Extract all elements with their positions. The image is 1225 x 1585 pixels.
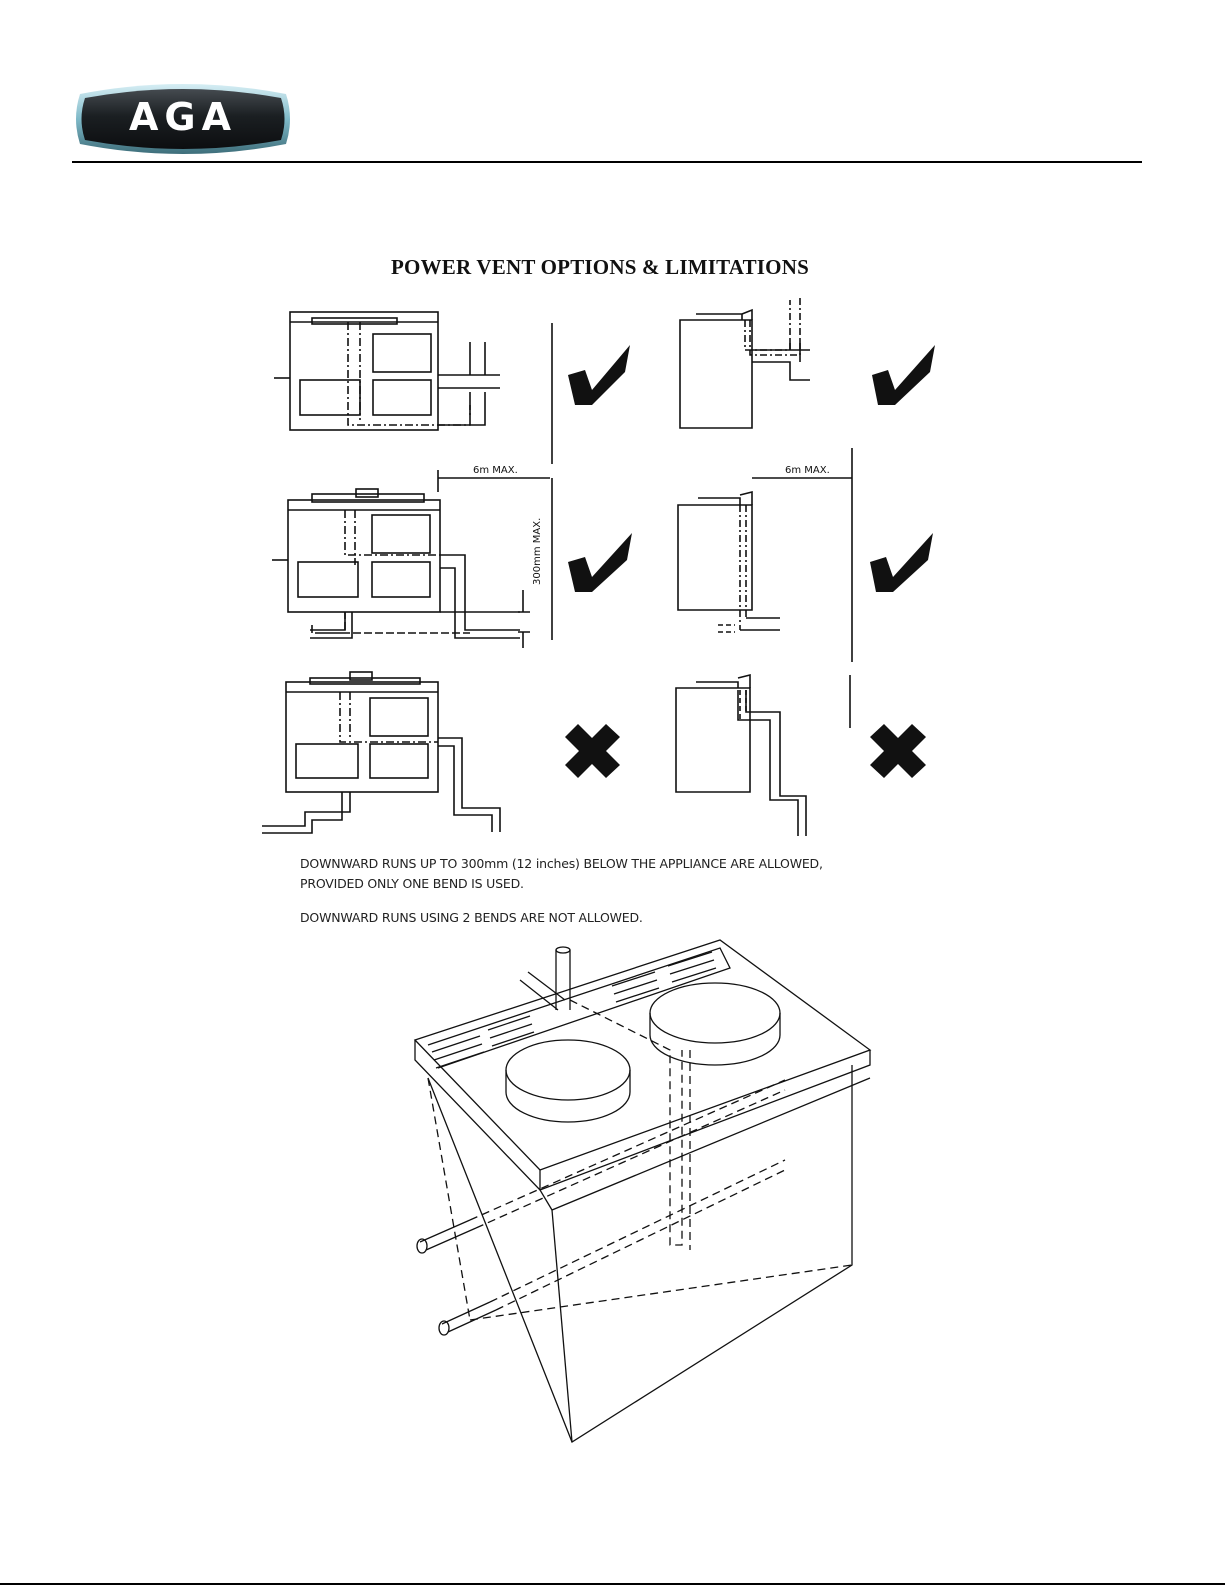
diagram-side-view-2: [678, 478, 852, 632]
dim-300mm: 300mm MAX.: [532, 517, 543, 585]
diagram-front-view-1: [274, 312, 500, 430]
check-mark-3: [568, 533, 632, 592]
note-line-1: DOWNWARD RUNS UP TO 300mm (12 inches) BELOW THE APPLIANCE ARE ALLOWED,: [300, 856, 823, 871]
dim-6m-right: 6m MAX.: [785, 465, 830, 476]
check-mark-1: [568, 345, 630, 405]
diagram-side-view-3: [676, 675, 806, 836]
cross-mark-2: [870, 724, 926, 778]
dim-6m-left: 6m MAX.: [473, 465, 518, 476]
diagram-front-view-3: [262, 672, 500, 833]
diagram-side-view-1: [680, 296, 810, 428]
note-line-2: PROVIDED ONLY ONE BEND IS USED.: [300, 876, 524, 891]
check-mark-2: [872, 345, 935, 405]
check-mark-4: [870, 533, 933, 592]
logo-wordmark: AGA: [128, 95, 237, 139]
diagram-front-view-2: [272, 470, 550, 648]
diagram-title: POWER VENT OPTIONS & LIMITATIONS: [391, 255, 809, 279]
cooker-3d-illustration: [415, 940, 870, 1442]
note-line-3: DOWNWARD RUNS USING 2 BENDS ARE NOT ALLOWED.: [300, 910, 643, 925]
cross-mark-1: [565, 724, 620, 778]
